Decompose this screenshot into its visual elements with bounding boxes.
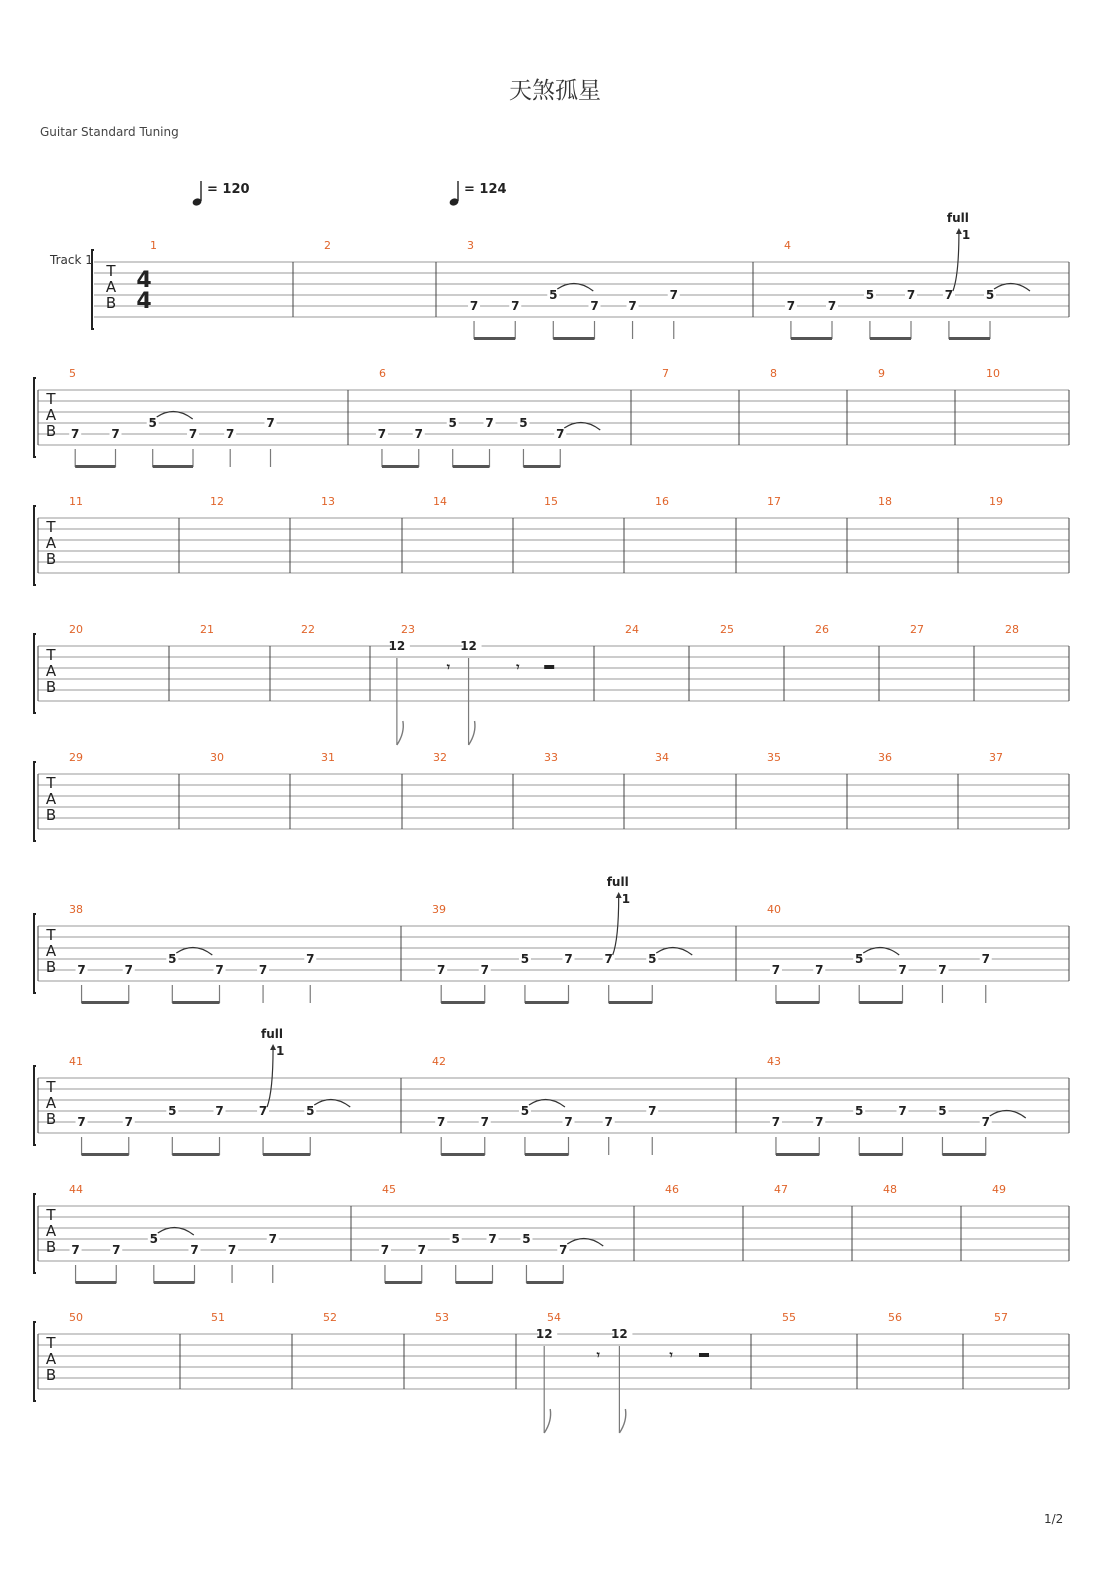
measure-number: 37 xyxy=(989,751,1003,764)
measure-number: 24 xyxy=(625,623,639,636)
measure-number: 34 xyxy=(655,751,669,764)
note-beam xyxy=(525,1153,569,1156)
fret-number: 7 xyxy=(815,963,824,977)
fret-number: 7 xyxy=(258,963,268,977)
measure-number: 29 xyxy=(69,751,83,764)
fret-number: 7 xyxy=(188,427,198,441)
tab-clef-letter: T xyxy=(46,390,56,408)
fret-number: 5 xyxy=(168,1104,177,1118)
note-beam xyxy=(382,465,419,468)
fret-number: 7 xyxy=(380,1243,390,1257)
fret-number: 5 xyxy=(985,288,995,302)
measure-number: 1 xyxy=(150,239,157,252)
note-beam xyxy=(75,465,115,468)
fret-number: 7 xyxy=(258,1104,268,1118)
note-beam xyxy=(791,337,832,340)
tab-clef-letter: B xyxy=(45,1366,57,1384)
system-bracket xyxy=(34,378,36,457)
fret-number: 5 xyxy=(520,952,530,966)
tab-clef-letter: B xyxy=(45,1110,57,1128)
measure-number: 57 xyxy=(994,1311,1008,1324)
tab-clef-letter: B xyxy=(105,294,117,312)
measure-number: 23 xyxy=(401,623,415,636)
fret-number: 7 xyxy=(898,1104,907,1118)
fret-number: 12 xyxy=(535,1327,553,1341)
measure-number: 40 xyxy=(767,903,781,916)
tab-clef-letter: B xyxy=(45,1238,57,1256)
note-beam xyxy=(456,1281,493,1284)
measure-number: 46 xyxy=(665,1183,679,1196)
note-beam xyxy=(553,337,594,340)
fret-number: 7 xyxy=(938,963,947,977)
measure-number: 28 xyxy=(1005,623,1019,636)
fret-number: 7 xyxy=(124,1115,133,1129)
fret-number: 7 xyxy=(71,1243,80,1257)
measure-number: 20 xyxy=(69,623,83,636)
tab-clef-letter: T xyxy=(46,1334,56,1352)
fret-number: 5 xyxy=(522,1232,531,1246)
note-beam xyxy=(153,465,193,468)
fret-number: 7 xyxy=(669,288,678,302)
note-beam xyxy=(172,1153,219,1156)
measure-number: 32 xyxy=(433,751,447,764)
tab-clef-letter: A xyxy=(105,278,117,296)
fret-number: 7 xyxy=(771,1115,781,1129)
fret-number: 7 xyxy=(944,288,954,302)
measure-number: 51 xyxy=(211,1311,225,1324)
measure-number: 4 xyxy=(784,239,791,252)
tab-clef-letter: B xyxy=(45,958,57,976)
tab-clef-letter: T xyxy=(46,518,56,536)
note-beam xyxy=(82,1153,129,1156)
fret-number: 7 xyxy=(981,1115,990,1129)
tie-arc xyxy=(990,1110,1026,1118)
note-beam xyxy=(82,1001,129,1004)
fret-number: 5 xyxy=(520,1104,530,1118)
fret-number: 7 xyxy=(815,1115,824,1129)
measure-number: 7 xyxy=(662,367,669,380)
fret-number: 7 xyxy=(77,1115,86,1129)
tie-arc xyxy=(529,1099,565,1107)
fret-number: 7 xyxy=(564,952,573,966)
tab-clef-letter: T xyxy=(46,926,56,944)
bend-label: full xyxy=(261,1027,284,1041)
song-title: 天煞孤星 xyxy=(509,78,601,104)
measure-number: 10 xyxy=(986,367,1000,380)
measure-number: 49 xyxy=(992,1183,1006,1196)
tab-clef-letter: A xyxy=(45,1350,57,1368)
note-flag xyxy=(619,1409,625,1433)
measure-number: 9 xyxy=(878,367,885,380)
measure-number: 2 xyxy=(324,239,331,252)
tab-clef-letter: A xyxy=(45,534,57,552)
fret-number: 5 xyxy=(149,1232,158,1246)
fret-number: 7 xyxy=(485,416,494,430)
bend-amount: 1 xyxy=(961,228,971,242)
fret-number: 7 xyxy=(511,299,520,313)
measure-number: 13 xyxy=(321,495,335,508)
fret-number: 5 xyxy=(451,1232,460,1246)
tempo-value: = 124 xyxy=(464,182,507,197)
page-number: 1/2 xyxy=(1044,1512,1064,1526)
bend-label: full xyxy=(606,875,629,889)
tab-clef-letter: T xyxy=(46,1206,56,1224)
measure-number: 33 xyxy=(544,751,558,764)
measure-number: 5 xyxy=(69,367,76,380)
fret-number: 5 xyxy=(855,952,864,966)
fret-number: 12 xyxy=(460,639,477,653)
fret-number: 7 xyxy=(559,1243,568,1257)
measure-number: 41 xyxy=(69,1055,83,1068)
note-beam xyxy=(154,1281,195,1284)
fret-number: 7 xyxy=(71,427,80,441)
note-beam xyxy=(172,1001,219,1004)
tab-clef-letter: A xyxy=(45,790,57,808)
fret-number: 7 xyxy=(604,952,613,966)
measure-number: 30 xyxy=(210,751,224,764)
fret-number: 7 xyxy=(480,1115,489,1129)
measure-number: 48 xyxy=(883,1183,897,1196)
fret-number: 7 xyxy=(488,1232,497,1246)
fret-number: 7 xyxy=(437,963,446,977)
fret-number: 7 xyxy=(437,1115,446,1129)
tab-clef-letter: B xyxy=(45,422,57,440)
tab-clef-letter: A xyxy=(45,662,57,680)
half-rest-icon xyxy=(699,1353,709,1357)
system-bracket xyxy=(34,914,36,993)
measure-number: 12 xyxy=(210,495,224,508)
fret-number: 7 xyxy=(604,1115,613,1129)
fret-number: 5 xyxy=(938,1104,947,1118)
tie-arc xyxy=(158,1227,194,1235)
tie-arc xyxy=(656,947,692,955)
note-beam xyxy=(525,1001,569,1004)
tab-clef-letter: T xyxy=(46,1078,56,1096)
tab-clef-letter: T xyxy=(46,774,56,792)
note-beam xyxy=(776,1153,819,1156)
fret-number: 7 xyxy=(771,963,781,977)
measure-number: 43 xyxy=(767,1055,781,1068)
note-beam xyxy=(942,1153,985,1156)
tab-clef-letter: T xyxy=(106,262,116,280)
measure-number: 26 xyxy=(815,623,829,636)
system-bracket xyxy=(34,1194,36,1273)
bend-label: full xyxy=(946,211,969,225)
system-bracket xyxy=(34,506,36,585)
tie-arc xyxy=(176,947,212,955)
fret-number: 7 xyxy=(906,288,916,302)
fret-number: 7 xyxy=(377,427,387,441)
tab-clef-letter: A xyxy=(45,1222,57,1240)
fret-number: 7 xyxy=(417,1243,426,1257)
note-beam xyxy=(859,1153,902,1156)
fret-number: 7 xyxy=(266,416,275,430)
tie-arc xyxy=(557,283,593,291)
fret-number: 7 xyxy=(786,299,796,313)
fret-number: 7 xyxy=(268,1232,277,1246)
eighth-rest-icon: 𝄾 xyxy=(669,1348,673,1362)
tab-clef-letter: T xyxy=(46,646,56,664)
measure-number: 18 xyxy=(878,495,892,508)
measure-number: 42 xyxy=(432,1055,446,1068)
fret-number: 5 xyxy=(448,416,457,430)
note-beam xyxy=(441,1153,485,1156)
track-name: Track 1 xyxy=(50,253,93,267)
measure-number: 53 xyxy=(435,1311,449,1324)
fret-number: 5 xyxy=(865,288,875,302)
measure-number: 35 xyxy=(767,751,781,764)
tab-clef-letter: A xyxy=(45,1094,57,1112)
eighth-rest-icon: 𝄾 xyxy=(516,660,520,674)
time-sig-denominator: 4 xyxy=(136,289,152,314)
tab-clef-letter: B xyxy=(45,550,57,568)
measure-number: 11 xyxy=(69,495,83,508)
note-beam xyxy=(441,1001,485,1004)
measure-number: 52 xyxy=(323,1311,337,1324)
tie-arc xyxy=(157,411,193,419)
tie-arc xyxy=(994,283,1030,291)
fret-number: 7 xyxy=(480,963,489,977)
note-beam xyxy=(263,1153,310,1156)
measure-number: 22 xyxy=(301,623,315,636)
measure-number: 3 xyxy=(467,239,474,252)
tie-arc xyxy=(567,1238,603,1246)
measure-number: 56 xyxy=(888,1311,902,1324)
tab-clef-letter: A xyxy=(45,942,57,960)
measure-number: 19 xyxy=(989,495,1003,508)
measure-number: 15 xyxy=(544,495,558,508)
measure-number: 36 xyxy=(878,751,892,764)
note-flag xyxy=(544,1409,550,1433)
measure-number: 21 xyxy=(200,623,214,636)
measure-number: 25 xyxy=(720,623,734,636)
measure-number: 17 xyxy=(767,495,781,508)
system-bracket xyxy=(34,1066,36,1145)
fret-number: 7 xyxy=(112,1243,121,1257)
fret-number: 5 xyxy=(306,1104,315,1118)
note-flag xyxy=(469,721,475,745)
tab-clef-letter: A xyxy=(45,406,57,424)
bend-amount: 1 xyxy=(276,1044,285,1058)
fret-number: 7 xyxy=(414,427,423,441)
measure-number: 47 xyxy=(774,1183,788,1196)
note-flag xyxy=(397,721,403,745)
note-beam xyxy=(870,337,911,340)
system-bracket xyxy=(34,762,36,841)
measure-number: 54 xyxy=(547,1311,561,1324)
fret-number: 7 xyxy=(190,1243,199,1257)
tie-arc xyxy=(314,1099,350,1107)
fret-number: 7 xyxy=(469,299,479,313)
fret-number: 7 xyxy=(111,427,120,441)
fret-number: 5 xyxy=(549,288,558,302)
note-beam xyxy=(76,1281,117,1284)
measure-number: 8 xyxy=(770,367,777,380)
note-beam xyxy=(609,1001,653,1004)
measure-number: 27 xyxy=(910,623,924,636)
measure-number: 16 xyxy=(655,495,669,508)
tab-clef-letter: B xyxy=(45,678,57,696)
measure-number: 38 xyxy=(69,903,83,916)
measure-number: 55 xyxy=(782,1311,796,1324)
fret-number: 7 xyxy=(226,427,235,441)
fret-number: 7 xyxy=(827,299,837,313)
fret-number: 7 xyxy=(306,952,315,966)
fret-number: 5 xyxy=(148,416,157,430)
note-beam xyxy=(526,1281,563,1284)
fret-number: 7 xyxy=(564,1115,573,1129)
fret-number: 7 xyxy=(215,1104,224,1118)
measure-number: 44 xyxy=(69,1183,83,1196)
fret-number: 7 xyxy=(124,963,133,977)
note-beam xyxy=(523,465,560,468)
note-beam xyxy=(385,1281,422,1284)
fret-number: 7 xyxy=(215,963,224,977)
measure-number: 45 xyxy=(382,1183,396,1196)
tie-arc xyxy=(863,947,899,955)
fret-number: 7 xyxy=(648,1104,657,1118)
fret-number: 7 xyxy=(556,427,565,441)
tie-arc xyxy=(564,422,600,430)
note-beam xyxy=(776,1001,819,1004)
measure-number: 50 xyxy=(69,1311,83,1324)
fret-number: 7 xyxy=(77,963,86,977)
fret-number: 5 xyxy=(855,1104,864,1118)
measure-number: 39 xyxy=(432,903,446,916)
fret-number: 12 xyxy=(388,639,406,653)
note-beam xyxy=(859,1001,902,1004)
fret-number: 12 xyxy=(611,1327,628,1341)
fret-number: 7 xyxy=(981,952,990,966)
fret-number: 7 xyxy=(227,1243,237,1257)
eighth-rest-icon: 𝄾 xyxy=(446,660,451,674)
measure-number: 31 xyxy=(321,751,335,764)
note-beam xyxy=(949,337,990,340)
fret-number: 7 xyxy=(628,299,637,313)
fret-number: 5 xyxy=(519,416,528,430)
note-beam xyxy=(453,465,490,468)
fret-number: 5 xyxy=(168,952,177,966)
tuning-label: Guitar Standard Tuning xyxy=(40,125,179,139)
measure-number: 6 xyxy=(379,367,386,380)
system-bracket xyxy=(34,634,36,713)
tempo-value: = 120 xyxy=(207,182,250,197)
fret-number: 7 xyxy=(590,299,599,313)
measure-number: 14 xyxy=(433,495,447,508)
system-bracket xyxy=(34,1322,36,1401)
eighth-rest-icon: 𝄾 xyxy=(596,1348,600,1362)
fret-number: 5 xyxy=(648,952,657,966)
fret-number: 7 xyxy=(898,963,907,977)
tab-clef-letter: B xyxy=(45,806,57,824)
half-rest-icon xyxy=(544,665,554,669)
note-beam xyxy=(474,337,515,340)
bend-amount: 1 xyxy=(621,892,631,906)
time-sig-numerator: 4 xyxy=(136,268,152,293)
